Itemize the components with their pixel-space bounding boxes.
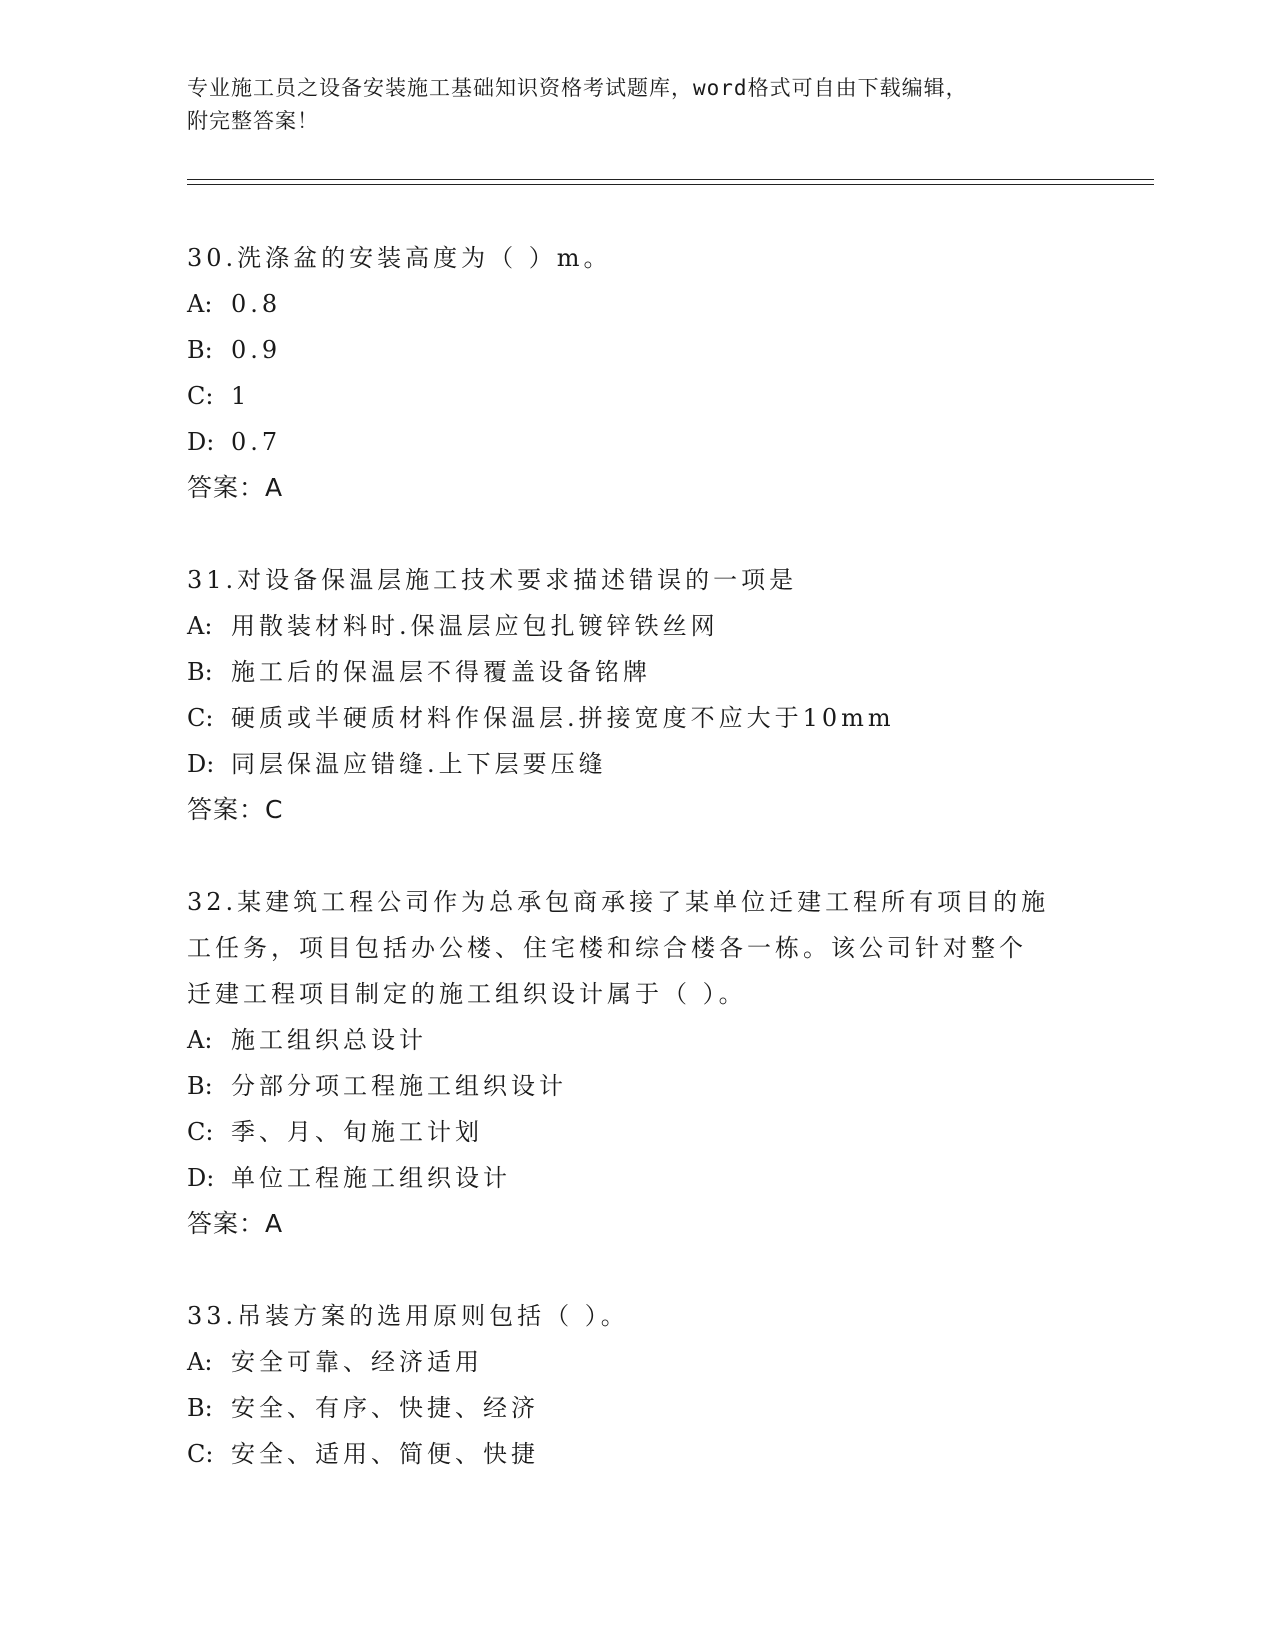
option-letter: C: bbox=[187, 1118, 214, 1146]
question-stem: 31.对设备保温层施工技术要求描述错误的一项是 bbox=[187, 566, 798, 594]
option-b bbox=[187, 649, 1087, 695]
option-b bbox=[187, 1385, 1087, 1431]
option-letter: B: bbox=[187, 658, 213, 686]
option-letter: C: bbox=[187, 382, 214, 410]
option-a bbox=[187, 281, 1087, 327]
option-letter: C: bbox=[187, 704, 214, 732]
question-33 bbox=[187, 1293, 1087, 1477]
option-text: 单位工程施工组织设计 bbox=[231, 1164, 511, 1192]
question-stem-line-1: 32.某建筑工程公司作为总承包商承接了某单位迁建工程所有项目的施 bbox=[187, 888, 1050, 916]
question-31 bbox=[187, 557, 1087, 833]
option-b bbox=[187, 327, 1087, 373]
option-letter: B: bbox=[187, 1394, 213, 1422]
option-text: 同层保温应错缝.上下层要压缝 bbox=[231, 750, 607, 778]
option-d bbox=[187, 741, 1087, 787]
option-letter: A: bbox=[187, 1348, 213, 1376]
question-stem-line-3: 迁建工程项目制定的施工组织设计属于（ ）。 bbox=[187, 980, 747, 1008]
header-divider-bottom bbox=[187, 184, 1154, 185]
header-line-1: 专业施工员之设备安装施工基础知识资格考试题库，word格式可自由下载编辑， bbox=[187, 76, 968, 100]
question-stem: 33.吊装方案的选用原则包括（ ）。 bbox=[187, 1302, 629, 1330]
option-letter: A: bbox=[187, 1026, 213, 1054]
option-a bbox=[187, 1339, 1087, 1385]
option-letter: B: bbox=[187, 336, 213, 364]
option-text: 施工组织总设计 bbox=[231, 1026, 427, 1054]
option-d bbox=[187, 419, 1087, 465]
option-text: 0.8 bbox=[231, 290, 282, 318]
option-letter: D: bbox=[187, 1164, 215, 1192]
header-divider-top bbox=[187, 179, 1154, 180]
option-a bbox=[187, 603, 1087, 649]
option-text: 0.9 bbox=[231, 336, 282, 364]
option-d bbox=[187, 1155, 1087, 1201]
option-letter: D: bbox=[187, 428, 215, 456]
option-letter: D: bbox=[187, 750, 215, 778]
answer-line: 答案：C bbox=[187, 795, 284, 824]
option-c bbox=[187, 1109, 1087, 1155]
answer-line: 答案：A bbox=[187, 1209, 284, 1238]
answer-line: 答案：A bbox=[187, 473, 284, 502]
question-list bbox=[187, 235, 1087, 1523]
question-30 bbox=[187, 235, 1087, 511]
option-text: 安全、适用、简便、快捷 bbox=[231, 1440, 539, 1468]
option-letter: B: bbox=[187, 1072, 213, 1100]
option-letter: A: bbox=[187, 612, 213, 640]
question-stem-line-2: 工任务，项目包括办公楼、住宅楼和综合楼各一栋。该公司针对整个 bbox=[187, 934, 1027, 962]
header-line-2: 附完整答案！ bbox=[187, 109, 319, 133]
option-c bbox=[187, 695, 1087, 741]
option-c bbox=[187, 373, 1087, 419]
option-text: 安全可靠、经济适用 bbox=[231, 1348, 483, 1376]
option-text: 安全、有序、快捷、经济 bbox=[231, 1394, 539, 1422]
option-letter: A: bbox=[187, 290, 213, 318]
option-text: 分部分项工程施工组织设计 bbox=[231, 1072, 567, 1100]
option-text: 1 bbox=[231, 382, 251, 410]
question-32 bbox=[187, 879, 1087, 1247]
question-stem: 30.洗涤盆的安装高度为（ ）m。 bbox=[187, 244, 612, 272]
option-c bbox=[187, 1431, 1087, 1477]
option-text: 用散装材料时.保温层应包扎镀锌铁丝网 bbox=[231, 612, 719, 640]
document-header bbox=[187, 72, 1157, 138]
option-text: 季、月、旬施工计划 bbox=[231, 1118, 483, 1146]
option-a bbox=[187, 1017, 1087, 1063]
option-text: 硬质或半硬质材料作保温层.拼接宽度不应大于10mm bbox=[231, 704, 895, 732]
option-letter: C: bbox=[187, 1440, 214, 1468]
option-text: 施工后的保温层不得覆盖设备铭牌 bbox=[231, 658, 651, 686]
option-text: 0.7 bbox=[231, 428, 282, 456]
option-b bbox=[187, 1063, 1087, 1109]
